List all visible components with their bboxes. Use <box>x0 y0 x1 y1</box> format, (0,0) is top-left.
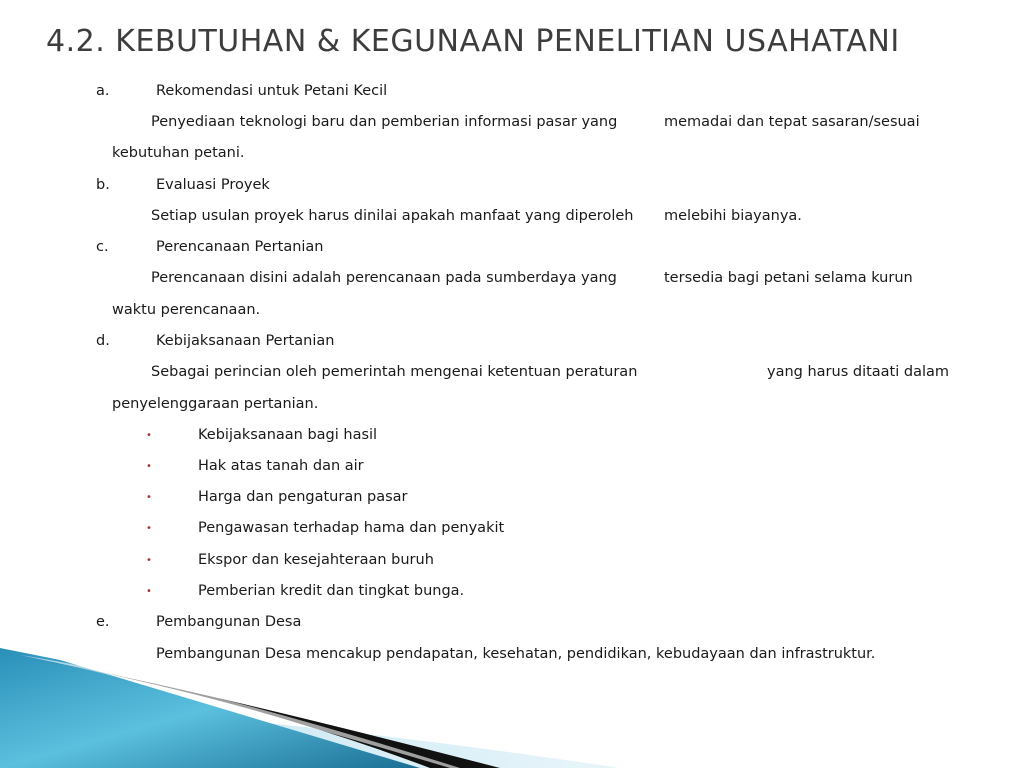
blue-wedge-shape <box>0 648 420 768</box>
section-marker-d: d. <box>96 333 110 349</box>
bullet-item: Harga dan pengaturan pasar <box>198 489 408 505</box>
section-a-body-1: Penyediaan teknologi baru dan pemberian informasi pasar yang <box>151 114 618 130</box>
bullet-dot: • <box>146 461 152 472</box>
section-d-body-1: Sebagai perincian oleh pemerintah mengenai ketentuan peraturan <box>151 364 638 380</box>
section-heading-b: Evaluasi Proyek <box>156 177 270 193</box>
section-heading-d: Kebijaksanaan Pertanian <box>156 333 335 349</box>
section-b-body-1: Setiap usulan proyek harus dinilai apakah manfaat yang diperoleh <box>151 208 634 224</box>
bullet-item: Kebijaksanaan bagi hasil <box>198 427 378 443</box>
section-marker-c: c. <box>96 239 109 255</box>
bullet-dot: • <box>146 430 152 441</box>
section-marker-e: e. <box>96 614 110 630</box>
section-heading-e: Pembangunan Desa <box>156 614 302 630</box>
section-c-body-1: Perencanaan disini adalah perencanaan pada sumberdaya yang <box>151 270 617 286</box>
bullet-dot: • <box>146 586 152 597</box>
section-b-body-2: melebihi biayanya. <box>664 208 802 224</box>
section-e-body-1: Pembangunan Desa mencakup pendapatan, kesehatan, pendidikan, kebudayaan dan infrastruktur. <box>156 646 876 662</box>
bullet-dot: • <box>146 523 152 534</box>
bullet-item: Pemberian kredit dan tingkat bunga. <box>198 583 465 599</box>
section-d-body-3: penyelenggaraan pertanian. <box>112 396 319 412</box>
section-a-body-2: memadai dan tepat sasaran/sesuai <box>664 114 920 130</box>
bullet-dot: • <box>146 555 152 566</box>
section-marker-b: b. <box>96 177 110 193</box>
section-a-body-3: kebutuhan petani. <box>112 145 245 161</box>
bullet-item: Ekspor dan kesejahteraan buruh <box>198 552 434 568</box>
section-heading-a: Rekomendasi untuk Petani Kecil <box>156 83 388 99</box>
section-marker-a: a. <box>96 83 110 99</box>
section-c-body-2: tersedia bagi petani selama kurun <box>664 270 913 286</box>
bullet-dot: • <box>146 492 152 503</box>
section-heading-c: Perencanaan Pertanian <box>156 239 324 255</box>
section-d-body-2: yang harus ditaati dalam <box>767 364 950 380</box>
bullet-item: Hak atas tanah dan air <box>198 458 364 474</box>
slide-title: 4.2. KEBUTUHAN & KEGUNAAN PENELITIAN USAHATANI <box>46 24 900 59</box>
bullet-item: Pengawasan terhadap hama dan penyakit <box>198 520 505 536</box>
section-c-body-3: waktu perencanaan. <box>112 302 261 318</box>
